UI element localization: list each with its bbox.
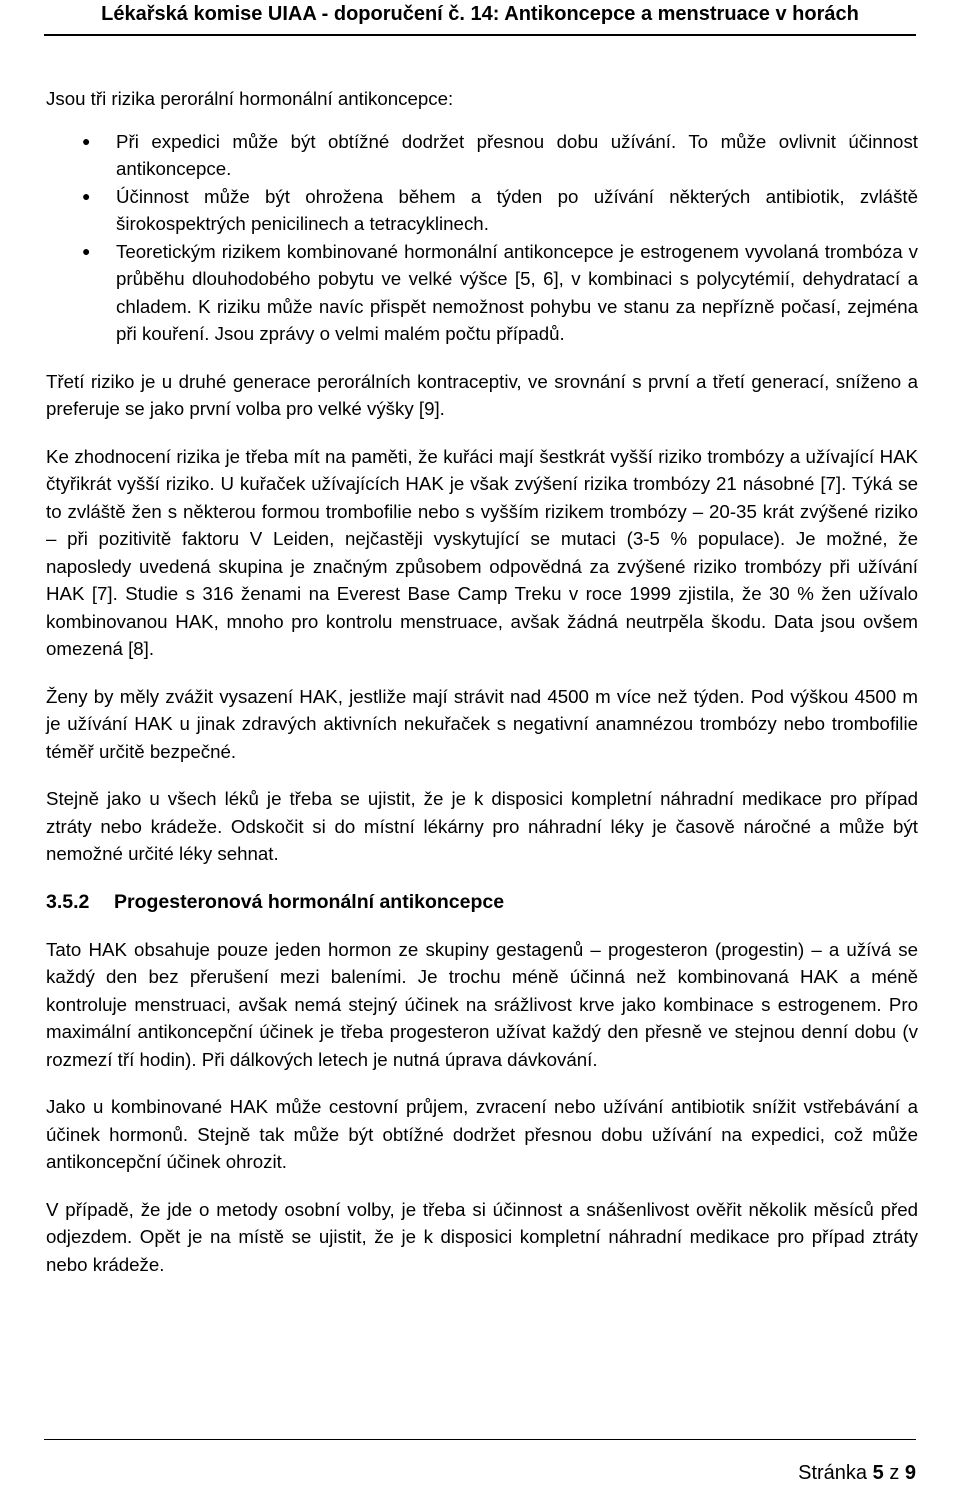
page-number: [44, 1440, 916, 1486]
paragraph: V případě, že jde o metody osobní volby, je třeba si účinnost a snášenlivost ověřit několik měsíců před odjezdem. Opět je na místě se ujistit, že je k disposici kompletní náhradní medikace pro případ ztráty nebo krádeže.: [46, 1198, 918, 1275]
list-item-text: Při expedici může být obtížné dodržet přesnou dobu užívání. To může ovlivnit účinnost antikoncepce.: [116, 130, 918, 179]
page-header: [44, 0, 916, 38]
header-title: Lékařská komise UIAA - doporučení č. 14: Antikoncepce a menstruace v horách: [101, 3, 859, 25]
page-total: 9: [904, 1462, 916, 1484]
list-item-text: Účinnost může být ohrožena během a týden po užívání některých antibiotik, zvláště širokospektrých penicilinech a tetracyklinech.: [116, 185, 918, 234]
intro-paragraph: Jsou tři rizika perorální hormonální antikoncepce:: [46, 88, 454, 109]
paragraph: Ke zhodnocení rizika je třeba mít na paměti, že kuřáci mají šestkrát vyšší riziko trombózy a užívající HAK čtyřikrát vyšší riziko. U kuřaček užívajících HAK je však zvýšení rizika trombózy 21 násobné [7]. Týká se to zvláště žen s některou formou trombofilie nebo s vyšším rizikem trombózy – 20-35 krát zvýšené riziko – při pozitivitě faktoru V Leiden, nejčastěji vyskytující se mutaci (3-5 % populace). Je možné, že naposledy uvedená skupina je značným způsobem odpovědná za zvýšené riziko trombózy při užívání HAK [7]. Studie s 316 ženami na Everest Base Camp Treku v roce 1999 zjistila, že 30 % žen užívalo kombinovanou HAK, mnoho pro kontrolu menstruace, avšak žádná neutrpěla škodu. Data jsou ovšem omezená [8].: [46, 445, 918, 659]
list-item: [46, 183, 918, 238]
paragraph: Jako u kombinované HAK může cestovní průjem, zvracení nebo užívání antibiotik snížit vstřebávání a účinek hormonů. Stejně tak může být obtížné dodržet přesnou dobu užívání na expedici, což může antikoncepční účinek ohrozit.: [46, 1096, 918, 1172]
page-of: z: [889, 1462, 900, 1484]
paragraph: Třetí riziko je u druhé generace perorálních kontraceptiv, ve srovnání s první a třetí generací, sníženo a preferuje se jako první volba pro velké výšky [9].: [46, 370, 918, 419]
paragraph: Tato HAK obsahuje pouze jeden hormon ze skupiny gestagenů – progesteron (progestin) – a užívá se každý den bez přerušení mezi baleními. Je trochu méně účinná než kombinovaná HAK a méně kontroluje menstruaci, avšak nemá stejný účinek na srážlivost krve jako kombinace s estrogenem. Pro maximální antikoncepční účinek je třeba progesteron užívat každý den přesně ve stejnou denní dobu (v rozmezí tří hodin). Při dálkových letech je nutná úprava dávkování.: [46, 938, 918, 1070]
bullet-icon: ●: [82, 187, 91, 204]
document-body: [46, 85, 918, 1278]
risk-list: [46, 128, 918, 348]
header-divider: [44, 34, 916, 36]
page-footer: [44, 1439, 916, 1486]
paragraph: Ženy by měly zvážit vysazení HAK, jestliže mají strávit nad 4500 m více než týden. Pod výškou 4500 m je užívání HAK u jinak zdravých aktivních nekuřaček s negativní anamnézou trombózy nebo trombofilie téměř určitě bezpečné.: [46, 685, 918, 762]
page-current: 5: [872, 1462, 884, 1484]
list-item: [46, 238, 918, 348]
page-label: Stránka: [798, 1462, 868, 1484]
bullet-icon: ●: [82, 242, 91, 259]
paragraph: Stejně jako u všech léků je třeba se ujistit, že je k disposici kompletní náhradní medikace pro případ ztráty nebo krádeže. Odskočit si do místní lékárny pro náhradní léky je časově náročné a může být nemožné určité léky sehnat.: [46, 788, 918, 864]
bullet-icon: ●: [82, 132, 91, 149]
section-title: Progesteronová hormonální antikoncepce: [114, 890, 505, 913]
list-item: [46, 128, 918, 183]
section-number: 3.5.2: [46, 890, 90, 913]
section-heading: [46, 888, 918, 916]
list-item-text: Teoretickým rizikem kombinované hormonální antikoncepce je estrogenem vyvolaná trombóza v průběhu dlouhodobého pobytu ve velké výšce [5, 6], v kombinaci s polycytémií, dehydratací a chladem. K riziku může navíc přispět nemožnost pohybu ve stanu za nepřízně počasí, zejména při kouření. Jsou zprávy o velmi malém počtu případů.: [116, 240, 918, 344]
